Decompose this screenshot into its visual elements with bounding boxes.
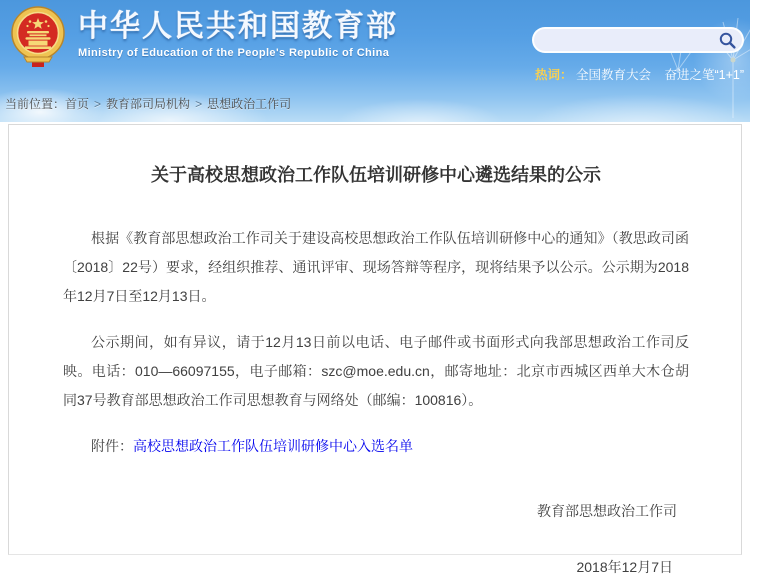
national-emblem-icon [10, 6, 66, 68]
breadcrumb-separator: > [195, 97, 203, 111]
breadcrumb-separator: > [94, 97, 102, 111]
search-button[interactable] [717, 32, 742, 49]
site-subtitle: Ministry of Education of the People's Republic of China [78, 47, 390, 59]
dandelion-decoration [638, 0, 758, 120]
attachment-label: 附件： [91, 438, 133, 454]
breadcrumb-item-home[interactable]: 首页 [65, 97, 90, 111]
hot-word-link-2[interactable]: 奋进之笔“1+1” [664, 68, 745, 82]
article-paragraph-2: 公示期间，如有异议，请于12月13日前以电话、电子邮件或书面形式向我部思想政治工作司反映。电话：010—66097155，电子邮箱：szc@moe.edu.cn，邮寄地址：北京市西城区西单大木仓胡同37号教育部思想政治工作司思想教育与网络处（邮编：100816）。 [63, 334, 689, 408]
document-date: 2018年12月7日 [576, 559, 673, 575]
home-logo-link[interactable] [10, 6, 398, 68]
article-content [8, 124, 742, 575]
site-header [0, 0, 750, 122]
brand-text [78, 6, 398, 59]
search-box [532, 27, 744, 53]
hot-words-bar [535, 65, 754, 83]
search-icon [719, 32, 736, 49]
hot-words-label: 热词： [535, 68, 573, 82]
breadcrumb [5, 95, 291, 112]
attachment-line [63, 432, 689, 461]
breadcrumb-label: 当前位置： [5, 97, 66, 111]
attachment-link[interactable]: 高校思想政治工作队伍培训研修中心入选名单 [133, 438, 413, 454]
hot-word-link-1[interactable]: 全国教育大会 [576, 68, 652, 82]
search-input[interactable] [544, 30, 717, 50]
breadcrumb-item-current[interactable]: 思想政治工作司 [207, 97, 292, 111]
article-title: 关于高校思想政治工作队伍培训研修中心遴选结果的公示 [151, 165, 601, 185]
breadcrumb-item-departments[interactable]: 教育部司局机构 [106, 97, 191, 111]
site-title: 中华人民共和国教育部 [78, 10, 398, 43]
article-paragraph-1: 根据《教育部思想政治工作司关于建设高校思想政治工作队伍培训研修中心的通知》（教思政司函〔2018〕22号）要求，经组织推荐、通讯评审、现场答辩等程序，现将结果予以公示。公示期为2018年12月7日至12月13日。 [63, 230, 689, 304]
signature: 教育部思想政治工作司 [537, 503, 677, 519]
